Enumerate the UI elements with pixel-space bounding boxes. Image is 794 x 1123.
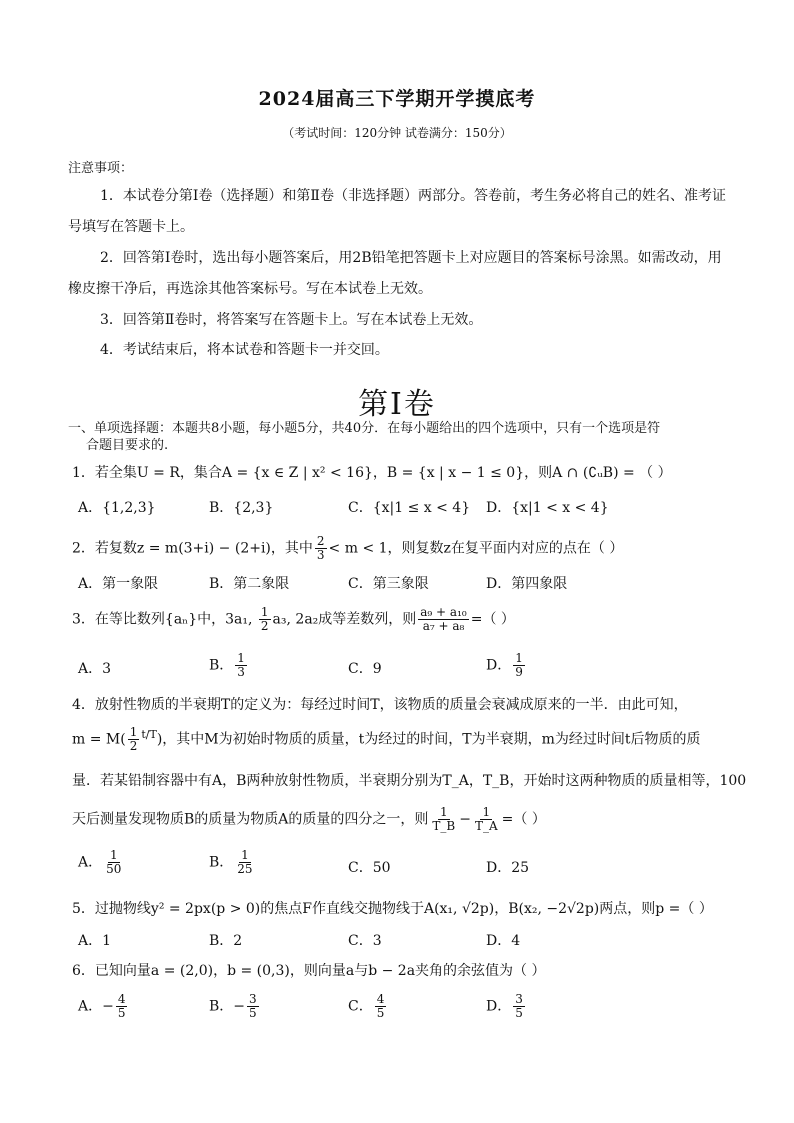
exam-title: 2024届高三下学期开学摸底考 — [258, 88, 536, 110]
question-3-options — [78, 652, 728, 680]
q3-stem-part-a: 3．在等比数列{aₙ}中，3a₁, — [72, 611, 257, 628]
q3-stem-part-b: a₃, 2a₂成等差数列，则 — [272, 611, 417, 628]
q4-option-d: D．25 — [486, 860, 530, 876]
question-4-options — [78, 849, 728, 877]
q4-option-b-frac — [235, 849, 254, 876]
q5-option-a: A．1 — [78, 933, 112, 949]
q6-oa-den: 5 — [117, 1006, 126, 1020]
q1-option-d: D．{x|1 < x < 4} — [486, 500, 609, 516]
q4-tb-num: 1 — [440, 805, 448, 819]
q2-frac-num: 2 — [316, 534, 325, 548]
q4-half-den: 2 — [129, 739, 138, 753]
q6-od-den: 5 — [515, 1006, 523, 1020]
q3-frac2-num: a₉ + a₁₀ — [420, 605, 467, 619]
question-2-stem — [72, 535, 732, 562]
q2-option-c: C．第三象限 — [348, 576, 429, 592]
section-instruction — [68, 420, 728, 454]
q2-option-d: D．第四象限 — [486, 576, 568, 592]
instruction-line-2: 合题目要求的. — [86, 438, 169, 453]
q3-stem-part-c: =（ ） — [470, 611, 515, 628]
q4-option-c: C．50 — [348, 860, 391, 876]
q4-ob-den: 25 — [237, 862, 253, 876]
question-4-line-4 — [72, 806, 732, 833]
q3-option-b-frac — [235, 652, 247, 679]
question-1-stem: 1．若全集U = R，集合A = {x ∈ Z | x² < 16}，B = {x | x − 1 ≤ 0}，则A ∩ (∁ᵤB) = （ ） — [72, 465, 672, 481]
q4-ob-num: 1 — [241, 848, 249, 862]
question-2-options — [78, 573, 728, 601]
q2-stem-part-a: 2．若复数z = m(3+i) − (2+i)，其中 — [72, 540, 313, 557]
section-title: 第Ⅰ卷 — [358, 387, 436, 422]
q3-option-d-frac — [513, 652, 525, 679]
q1-option-a: A．{1,2,3} — [78, 500, 156, 516]
instruction-line-1: 一、单项选择题：本题共8小题，每小题5分，共40分．在每小题给出的四个选项中，只有一个选项是符 — [68, 421, 661, 436]
q6-option-b — [209, 993, 261, 1020]
q5-option-b: B．2 — [209, 933, 243, 949]
q6-ob-den: 5 — [249, 1006, 257, 1020]
q6-option-c-frac — [375, 993, 387, 1020]
q6-oa-num: 4 — [117, 992, 126, 1006]
q2-option-b: B．第二象限 — [209, 576, 290, 592]
question-5-stem: 5．过抛物线y² = 2px(p > 0)的焦点F作直线交抛物线于A(x₁, √2p)，B(x₂, −2√2p)两点，则p =（ ） — [72, 901, 713, 917]
q3-option-a: A．3 — [78, 661, 112, 677]
q3-frac1-num: 1 — [260, 605, 269, 619]
q6-option-a-frac — [116, 993, 128, 1020]
q2-frac-den: 3 — [316, 548, 325, 562]
q6-option-a — [78, 993, 129, 1020]
question-1-options — [78, 497, 728, 525]
q4-half-num: 1 — [129, 725, 138, 739]
q3-ob-num: 1 — [237, 651, 245, 665]
question-4-line-2 — [72, 726, 732, 753]
q3-od-den: 9 — [515, 665, 523, 679]
notice-item-2: 2．回答第Ⅰ卷时，选出每小题答案后，用2B铅笔把答题卡上对应题目的答案标号涂黑。如需改动，用橡皮擦干净后，再选涂其他答案标号。写在本试卷上无效。 — [68, 250, 722, 297]
q6-option-b-label: B．− — [209, 998, 246, 1015]
q6-od-num: 3 — [515, 992, 523, 1006]
q4-line2-part-a: m = M( — [72, 731, 126, 748]
q6-option-c-label: C． — [348, 998, 373, 1015]
q3-od-num: 1 — [515, 651, 523, 665]
q3-option-d — [486, 652, 527, 679]
q5-option-d: D．4 — [486, 933, 521, 949]
q4-line2-part-b: )，其中M为初始时物质的质量，t为经过的时间，T为半衰期，m为经过时间t后物质的质 — [156, 731, 701, 748]
q4-line4-part-b: =（ ） — [501, 811, 546, 828]
q3-frac1-den: 2 — [260, 619, 269, 633]
question-5-options — [78, 930, 728, 958]
question-6-stem: 6．已知向量a = (2,0)，b = (0,3)，则向量a与b − 2a夹角的余弦值为（ ） — [72, 963, 546, 979]
q2-stem-part-b: < m < 1，则复数z在复平面内对应的点在（ ） — [328, 540, 624, 557]
question-3-stem — [72, 606, 732, 633]
q2-fraction — [315, 535, 327, 562]
q1-option-c: C．{x|1 ≤ x < 4} — [348, 500, 471, 516]
q3-ob-den: 3 — [237, 665, 245, 679]
question-4-line-3: 量．若某铅制容器中有A，B两种放射性物质，半衰期分别为T_A，T_B，开始时这两种物质的质量相等，100 — [72, 773, 747, 789]
q6-option-d-label: D． — [486, 998, 512, 1015]
q4-ta-num: 1 — [482, 805, 491, 819]
q3-fraction-1 — [259, 606, 271, 633]
q6-ob-num: 3 — [249, 992, 257, 1006]
q4-option-b-label: B． — [209, 854, 234, 871]
q4-oa-num: 1 — [109, 848, 118, 862]
q3-fraction-2 — [418, 606, 468, 633]
q4-option-a-label: A． — [78, 854, 103, 871]
q6-option-b-frac — [247, 993, 259, 1020]
q3-option-d-label: D． — [486, 657, 512, 674]
q4-half-fraction — [128, 726, 140, 753]
q4-option-a-frac — [104, 849, 123, 876]
q4-ta-den: T_A — [474, 819, 498, 833]
q3-option-c: C．9 — [348, 661, 382, 677]
q4-frac-tb — [430, 806, 457, 833]
q4-exponent: t/T — [141, 727, 157, 741]
q6-option-d-frac — [513, 993, 525, 1020]
question-6-options — [78, 993, 728, 1021]
q4-oa-den: 50 — [106, 862, 122, 876]
q4-minus: − — [459, 811, 471, 828]
q6-oc-den: 5 — [376, 1006, 385, 1020]
question-4-line-1: 4．放射性物质的半衰期T的定义为：每经过时间T，该物质的质量会衰减成原来的一半．由此可知， — [72, 697, 688, 713]
q2-option-a: A．第一象限 — [78, 576, 159, 592]
q4-option-b — [209, 849, 257, 876]
q6-option-c — [348, 993, 388, 1020]
q6-option-a-label: A．− — [78, 998, 114, 1015]
notice-item-1: 1．本试卷分第Ⅰ卷（选择题）和第Ⅱ卷（非选择题）两部分。答卷前，考生务必将自己的姓名、准考证号填写在答题卡上。 — [68, 188, 726, 235]
q1-option-b: B．{2,3} — [209, 500, 274, 516]
q4-tb-den: T_B — [432, 819, 456, 833]
notice-item-3: 3．回答第Ⅱ卷时，将答案写在答题卡上。写在本试卷上无效。 — [100, 312, 483, 328]
q6-oc-num: 4 — [376, 992, 385, 1006]
q5-option-c: C．3 — [348, 933, 382, 949]
q4-frac-ta — [473, 806, 500, 833]
notice-item-4: 4．考试结束后，将本试卷和答题卡一并交回。 — [100, 342, 389, 358]
q3-option-b-label: B． — [209, 657, 234, 674]
q6-option-d — [486, 993, 527, 1020]
q3-option-b — [209, 652, 249, 679]
q3-frac2-den: a₇ + a₈ — [422, 619, 465, 633]
exam-subtitle: （考试时间：120分钟 试卷满分：150分） — [282, 126, 512, 140]
q4-option-a — [78, 849, 125, 876]
q4-line4-part-a: 天后测量发现物质B的质量为物质A的质量的四分之一，则 — [72, 811, 429, 828]
notice-heading: 注意事项： — [68, 161, 134, 176]
